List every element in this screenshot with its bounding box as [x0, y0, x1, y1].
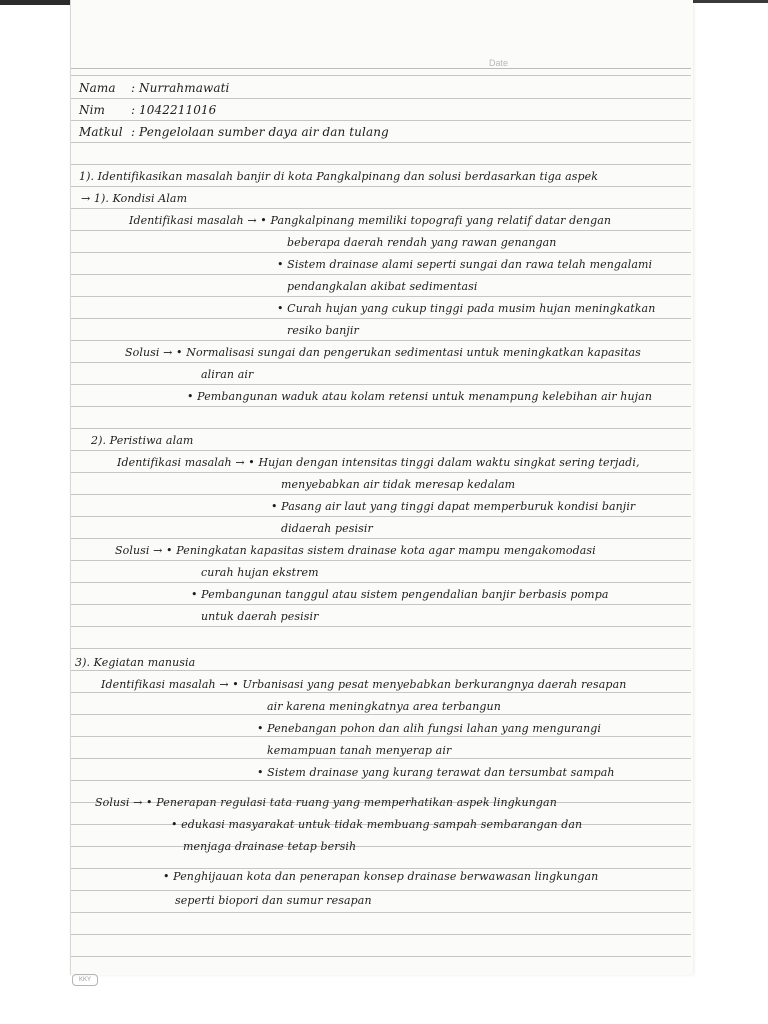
note-line: untuk daerah pesisir — [201, 610, 319, 623]
nama-value: : Nurrahmawati — [131, 81, 230, 95]
section-heading: 3). Kegiatan manusia — [75, 656, 196, 669]
note-line: • Pembangunan waduk atau kolam retensi untuk menampung kelebihan air hujan — [187, 390, 653, 403]
matkul-value: : Pengelolaan sumber daya air dan tulang — [131, 125, 389, 139]
question-line: 1). Identifikasikan masalah banjir di kota Pangkalpinang dan solusi berdasarkan tiga aspek — [79, 170, 599, 183]
rule-line — [71, 68, 691, 69]
note-line: kemampuan tanah menyerap air — [267, 744, 452, 757]
note-line: Solusi → • Peningkatan kapasitas sistem drainase kota agar mampu mengakomodasi — [115, 544, 596, 557]
brand-mark: KKY — [72, 974, 98, 986]
nim-value: : 1042211016 — [131, 103, 217, 117]
rule-line — [71, 604, 691, 605]
rule-line — [71, 318, 691, 319]
note-line: menjaga drainase tetap bersih — [183, 840, 357, 853]
rule-line — [71, 868, 691, 869]
note-line: curah hujan ekstrem — [201, 566, 319, 579]
rule-line — [71, 494, 691, 495]
rule-line — [71, 626, 691, 627]
note-line: • Curah hujan yang cukup tinggi pada musim hujan meningkatkan — [277, 302, 656, 315]
rule-line — [71, 75, 691, 76]
note-line: air karena meningkatnya area terbangun — [267, 700, 501, 713]
rule-line — [71, 164, 691, 165]
rule-line — [71, 670, 691, 671]
rule-line — [71, 472, 691, 473]
rule-line — [71, 450, 691, 451]
rule-line — [71, 736, 691, 737]
rule-line — [71, 340, 691, 341]
note-line: • Penebangan pohon dan alih fungsi lahan yang mengurangi — [257, 722, 602, 735]
note-line: menyebabkan air tidak meresap kedalam — [281, 478, 516, 491]
note-line: pendangkalan akibat sedimentasi — [287, 280, 478, 293]
rule-line — [71, 296, 691, 297]
nama-label: Nama — [79, 81, 116, 95]
note-line: aliran air — [201, 368, 254, 381]
rule-line — [71, 560, 691, 561]
rule-line — [71, 846, 691, 847]
rule-line — [71, 208, 691, 209]
rule-line — [71, 142, 691, 143]
section-heading: 2). Peristiwa alam — [91, 434, 194, 447]
rule-line — [71, 252, 691, 253]
rule-line — [71, 582, 691, 583]
note-line: Identifikasi masalah → • Pangkalpinang memiliki topografi yang relatif datar dengan — [129, 214, 612, 227]
rule-line — [71, 362, 691, 363]
rule-line — [71, 516, 691, 517]
note-line: Identifikasi masalah → • Hujan dengan intensitas tinggi dalam waktu singkat sering terjadi, — [117, 456, 640, 469]
rule-line — [71, 428, 691, 429]
note-line: • Sistem drainase alami seperti sungai dan rawa telah mengalami — [277, 258, 653, 271]
note-line: Solusi → • Penerapan regulasi tata ruang yang memperhatikan aspek lingkungan — [95, 796, 557, 809]
note-line: • Penghijauan kota dan penerapan konsep drainase berwawasan lingkungan — [163, 870, 599, 883]
rule-line — [71, 714, 691, 715]
rule-line — [71, 230, 691, 231]
rule-line — [71, 186, 691, 187]
rule-line — [71, 538, 691, 539]
section-heading: → 1). Kondisi Alam — [81, 192, 188, 205]
rule-line — [71, 780, 691, 781]
rule-line — [71, 758, 691, 759]
nim-label: Nim — [79, 103, 106, 117]
matkul-label: Matkul — [79, 125, 123, 139]
rule-line — [71, 384, 691, 385]
rule-line — [71, 274, 691, 275]
rule-line — [71, 648, 691, 649]
note-line: beberapa daerah rendah yang rawan genangan — [287, 236, 557, 249]
note-line: • Pembangunan tanggul atau sistem pengendalian banjir berbasis pompa — [191, 588, 609, 601]
rule-line — [71, 934, 691, 935]
note-line: seperti biopori dan sumur resapan — [175, 894, 372, 907]
note-line: resiko banjir — [287, 324, 359, 337]
rule-line — [71, 120, 691, 121]
notebook-page — [70, 0, 693, 975]
rule-line — [71, 956, 691, 957]
rule-line — [71, 912, 691, 913]
note-line: • Pasang air laut yang tinggi dapat memperburuk kondisi banjir — [271, 500, 636, 513]
rule-line — [71, 890, 691, 891]
rule-line — [71, 406, 691, 407]
note-line: • Sistem drainase yang kurang terawat dan tersumbat sampah — [257, 766, 615, 779]
note-line: Solusi → • Normalisasi sungai dan pengerukan sedimentasi untuk meningkatkan kapasitas — [125, 346, 641, 359]
note-line: • edukasi masyarakat untuk tidak membuang sampah sembarangan dan — [171, 818, 583, 831]
date-label: Date — [489, 58, 509, 68]
note-line: didaerah pesisir — [281, 522, 373, 535]
rule-line — [71, 98, 691, 99]
note-line: Identifikasi masalah → • Urbanisasi yang pesat menyebabkan berkurangnya daerah resapan — [101, 678, 627, 691]
rule-line — [71, 692, 691, 693]
